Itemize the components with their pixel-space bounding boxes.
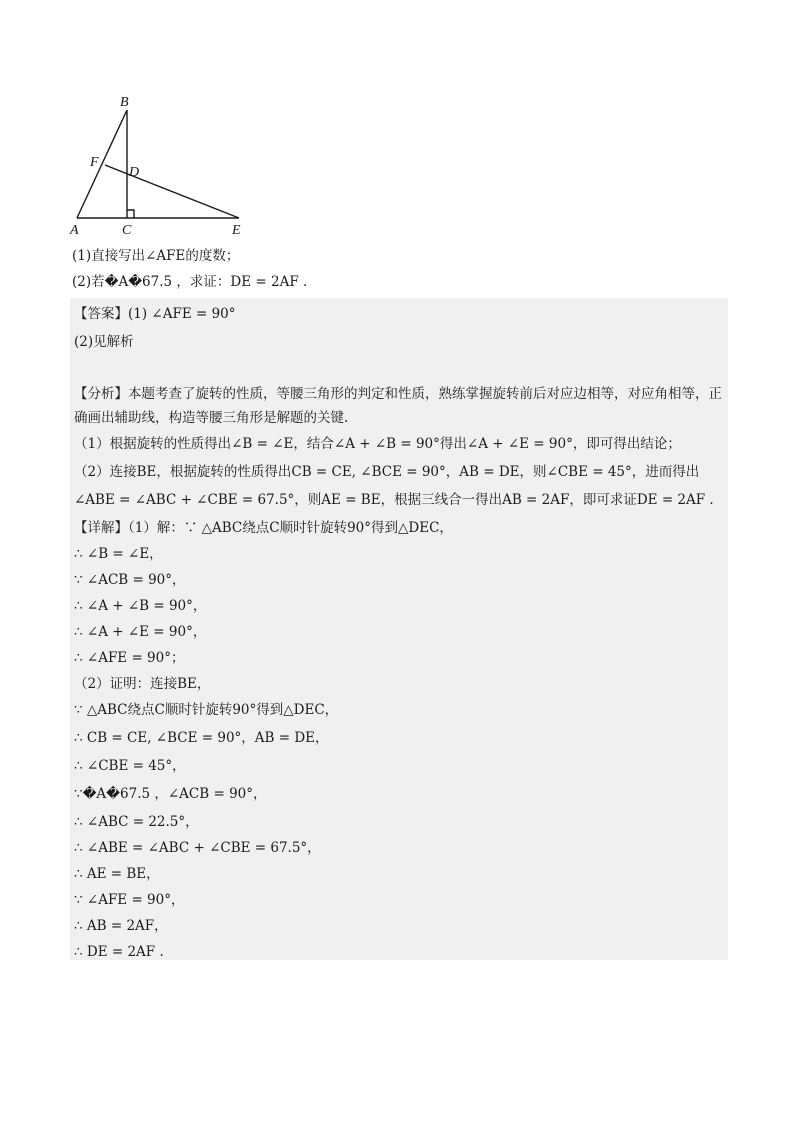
answer-line-2: (2)见解析 — [74, 334, 134, 350]
detail-line: ∴ AB = 2AF， — [74, 918, 168, 934]
right-angle-mark — [127, 210, 134, 218]
answer-line-1: 【答案】(1) ∠AFE = 90° — [74, 306, 236, 322]
detail-line: ∴ AE = BE， — [74, 866, 160, 882]
segment-FE — [105, 165, 239, 218]
detail-line: ∵ △ABC绕点C顺时针旋转90°得到△DEC， — [74, 702, 339, 718]
label-D: D — [129, 165, 140, 180]
label-B: B — [120, 95, 129, 110]
detail-line: ∴ ∠A + ∠B = 90°， — [74, 598, 207, 614]
detail-line: ∴ CB = CE, ∠BCE = 90°，AB = DE， — [74, 730, 329, 746]
triangle-diagram — [66, 88, 266, 238]
detail-line: 【详解】（1）解：∵ △ABC绕点C顺时针旋转90°得到△DEC， — [74, 520, 453, 536]
detail-line: （2）证明：连接BE， — [74, 676, 211, 692]
label-A: A — [70, 223, 79, 238]
detail-line: ∵ ∠AFE = 90°， — [74, 892, 185, 908]
detail-line: ∴ ∠B = ∠E， — [74, 546, 163, 562]
detail-line: ∵ ∠ACB = 90°， — [74, 572, 186, 588]
analysis-step-2a: （2）连接BE，根据旋转的性质得出CB = CE, ∠BCE = 90°，AB = DE，则∠CBE = 45°，进而得出 — [74, 464, 700, 480]
triangle-figure — [66, 88, 266, 242]
detail-line: ∴ ∠A + ∠E = 90°， — [74, 624, 207, 640]
detail-line: ∴ ∠CBE = 45°， — [74, 758, 186, 774]
detail-line: ∴ DE = 2AF . — [74, 944, 164, 960]
analysis-step-1: （1）根据旋转的性质得出∠B = ∠E，结合∠A + ∠B = 90°得出∠A + ∠E = 90°，即可得出结论； — [74, 436, 681, 452]
detail-line: ∵�A�67.5 ，∠ACB = 90°， — [74, 786, 267, 802]
question-2: (2)若�A�67.5 ，求证：DE = 2AF . — [72, 274, 308, 290]
segment-AB — [77, 110, 127, 218]
label-F: F — [90, 155, 99, 170]
analysis-paragraph: 【分析】本题考查了旋转的性质，等腰三角形的判定和性质，熟练掌握旋转前后对应边相等，对应角相等，正确画出辅助线，构造等腰三角形是解题的关键. — [74, 386, 722, 426]
detail-line: ∴ ∠AFE = 90°； — [74, 650, 185, 666]
question-1: (1)直接写出∠AFE的度数； — [72, 248, 240, 264]
detail-line: ∴ ∠ABE = ∠ABC + ∠CBE = 67.5°， — [74, 840, 321, 856]
label-C: C — [122, 223, 132, 238]
detail-line: ∴ ∠ABC = 22.5°， — [74, 814, 199, 830]
label-E: E — [232, 223, 241, 238]
analysis-step-2b: ∠ABE = ∠ABC + ∠CBE = 67.5°，则AE = BE，根据三线合一得出AB = 2AF，即可求证DE = 2AF . — [74, 492, 714, 508]
